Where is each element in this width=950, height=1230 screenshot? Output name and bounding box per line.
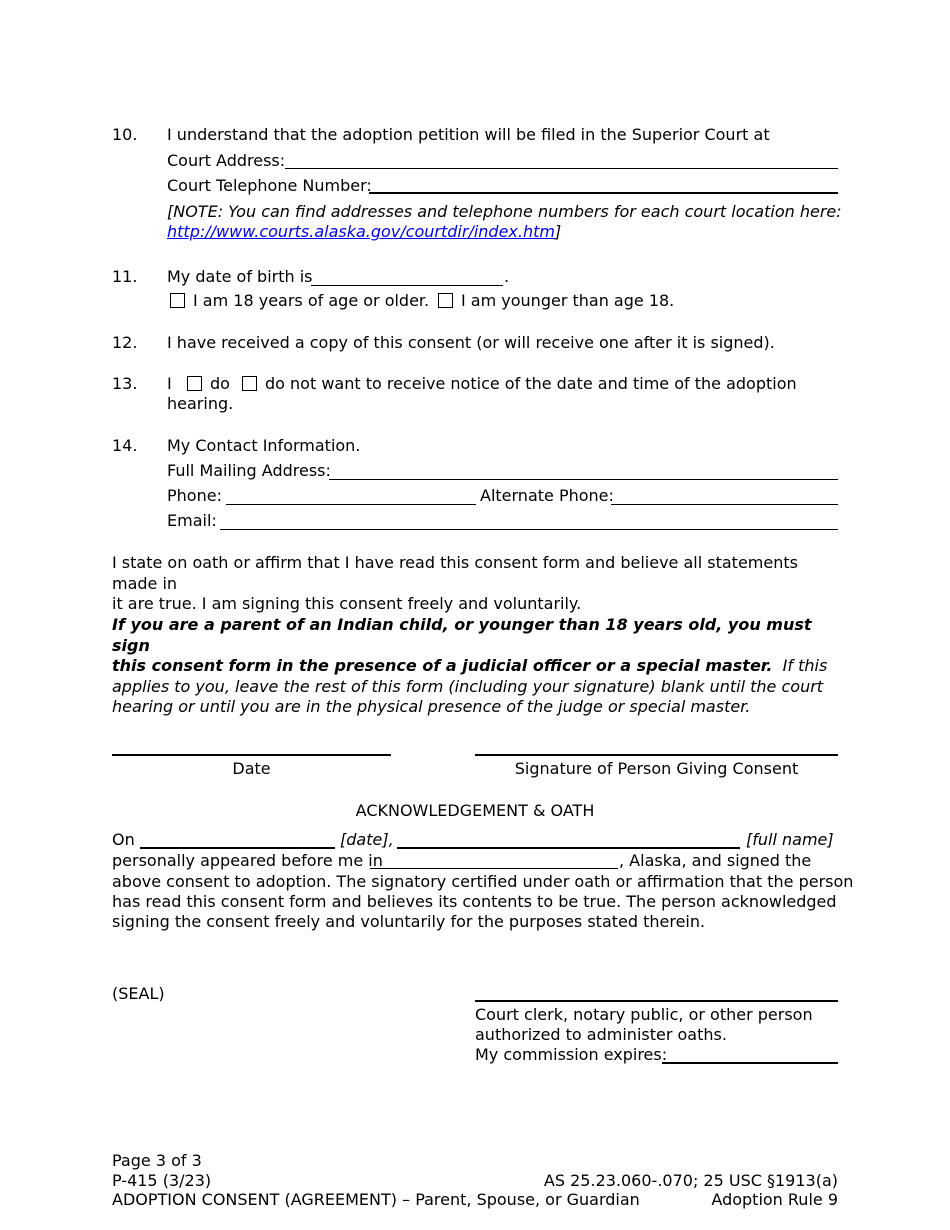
ack-line-4: has read this consent form and believes its contents to be true. The person acknowledged [112, 892, 837, 911]
footer-page-number: Page 3 of 3 [112, 1151, 202, 1170]
ack-alaska-label: , Alaska, and signed the [619, 851, 812, 870]
ack-date-hint: [date], [340, 830, 394, 849]
consent-signature-line[interactable] [475, 754, 838, 756]
court-directory-link[interactable]: http://www.courts.alaska.gov/courtdir/index.htm [167, 222, 555, 241]
footer-form-title: ADOPTION CONSENT (AGREEMENT) – Parent, Spouse, or Guardian [112, 1190, 640, 1209]
item-12-text: I have received a copy of this consent (or will receive one after it is signed). [167, 333, 775, 352]
footer-statutes: AS 25.23.060-.070; 25 USC §1913(a) [543, 1171, 838, 1190]
ack-line-5: signing the consent freely and voluntarily for the purposes stated therein. [112, 912, 706, 931]
age-adult-checkbox[interactable] [170, 293, 185, 308]
email-field[interactable] [220, 529, 838, 530]
date-signature-line[interactable] [112, 754, 391, 756]
commission-label: My commission expires: [475, 1045, 668, 1064]
warning-line-2-italic: If this [782, 656, 828, 675]
court-note [167, 202, 842, 222]
court-phone-label: Court Telephone Number: [167, 176, 372, 195]
phone-label: Phone: [167, 486, 222, 505]
court-phone-field[interactable] [369, 192, 838, 194]
oath-line-2: it are true. I am signing this consent freely and voluntarily. [112, 594, 582, 613]
warning-line-1: If you are a parent of an Indian child, or younger than 18 years old, you must sign [112, 615, 812, 655]
ack-appeared-label: personally appeared before me in [112, 851, 383, 870]
alt-phone-field[interactable] [611, 504, 838, 505]
dob-field[interactable] [311, 285, 503, 286]
age-minor-label: I am younger than age 18. [461, 291, 675, 310]
ack-date-field[interactable] [140, 847, 335, 849]
court-address-label: Court Address: [167, 151, 286, 170]
commission-expires-field[interactable] [662, 1062, 838, 1064]
warning-line-4: hearing or until you are in the physical presence of the judge or special master. [112, 697, 751, 716]
item-14-number: 14. [112, 436, 138, 455]
item-13-number: 13. [112, 374, 138, 393]
item-12-number: 12. [112, 333, 138, 352]
oath-line-1: I state on oath or affirm that I have read this consent form and believe all statements made in [112, 553, 798, 593]
notice-do-label: do [210, 374, 230, 393]
officer-line-2: authorized to administer oaths. [475, 1025, 727, 1044]
officer-line-1: Court clerk, notary public, or other person [475, 1005, 813, 1024]
signature-label: Signature of Person Giving Consent [514, 759, 799, 778]
age-minor-checkbox[interactable] [438, 293, 453, 308]
seal-label: (SEAL) [112, 984, 165, 1003]
oath-statement [112, 553, 838, 615]
ack-name-hint: [full name] [746, 830, 834, 849]
court-note-prefix: [NOTE: You can find addresses and telephone numbers for each court location here: [167, 202, 842, 221]
warning-line-2-bold: this consent form in the presence of a judicial officer or a special master. [112, 656, 773, 675]
ack-on-label: On [112, 830, 135, 849]
contact-info-title: My Contact Information. [167, 436, 361, 455]
date-label: Date [232, 759, 271, 778]
court-address-field[interactable] [285, 168, 838, 169]
item-10-number: 10. [112, 125, 138, 144]
mailing-address-field[interactable] [329, 479, 838, 480]
mailing-address-label: Full Mailing Address: [167, 461, 331, 480]
dob-label: My date of birth is [167, 267, 313, 286]
age-adult-label: I am 18 years of age or older. [193, 291, 430, 310]
email-label: Email: [167, 511, 217, 530]
notice-do-not-checkbox[interactable] [242, 376, 257, 391]
alt-phone-label: Alternate Phone: [480, 486, 614, 505]
ack-name-field[interactable] [397, 847, 740, 849]
ack-line-3: above consent to adoption. The signatory certified under oath or affirmation that the person [112, 872, 854, 891]
warning-line-3: applies to you, leave the rest of this form (including your signature) blank until the court [112, 676, 824, 696]
phone-field[interactable] [226, 504, 476, 505]
footer-rule: Adoption Rule 9 [711, 1190, 838, 1209]
notice-do-not-label: do not want to receive notice of the date and time of the adoption [265, 374, 797, 393]
court-note-suffix: ] [554, 222, 562, 241]
acknowledgement-heading: ACKNOWLEDGEMENT & OATH [355, 801, 595, 820]
item-13-continuation: hearing. [167, 394, 234, 413]
item-11-number: 11. [112, 267, 138, 286]
item-10-text: I understand that the adoption petition will be filed in the Superior Court at [167, 125, 770, 144]
ack-location-field[interactable] [370, 868, 618, 869]
officer-signature-line[interactable] [475, 1000, 838, 1002]
notice-do-checkbox[interactable] [187, 376, 202, 391]
dob-period: . [504, 267, 510, 286]
warning-paragraph [112, 615, 838, 718]
item-13-prefix: I [167, 374, 172, 393]
footer-form-number: P-415 (3/23) [112, 1171, 212, 1190]
court-note-link-line [167, 222, 561, 242]
